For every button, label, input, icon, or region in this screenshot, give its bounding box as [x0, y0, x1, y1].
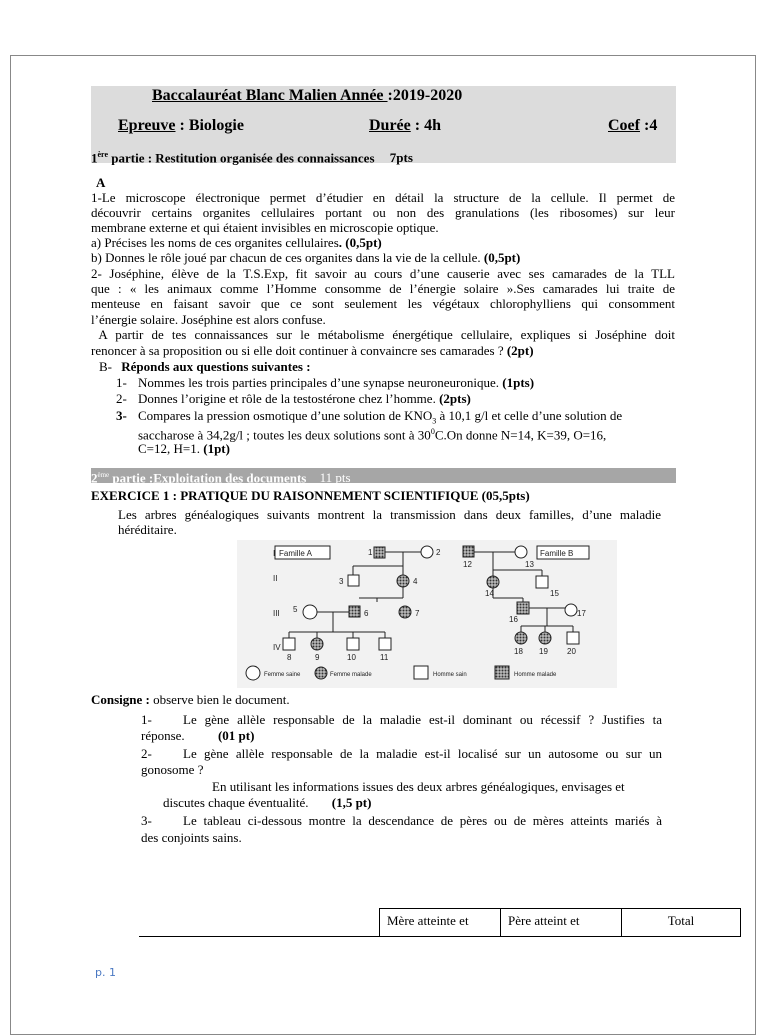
- num-b-20: 20: [567, 647, 576, 656]
- num-b-17: 17: [577, 609, 586, 618]
- exercise1-title: EXERCICE 1 : PRATIQUE DU RAISONNEMENT SCIENTIFIQUE (05,5pts): [91, 488, 530, 503]
- q2-line1: 2- Joséphine, élève de la T.S.Exp, fit savoir au cours d’une causerie avec ses camarades de la TLL: [91, 266, 675, 281]
- num-a-9: 9: [315, 653, 320, 662]
- consigne-q2-line4: discutes chaque éventualité. (1,5 pt): [163, 795, 372, 810]
- num-a-11: 11: [380, 653, 389, 662]
- num-a-4: 4: [413, 577, 418, 586]
- q1a: a) Précises les noms de ces organites cellulaires. (0,5pt): [91, 235, 382, 250]
- num-a-7: 7: [415, 609, 420, 618]
- q2-line6: renoncer à sa proposition ou si elle doit continuer à convaincre ses camarades ? (2pt): [91, 343, 534, 358]
- consigne-q2-line2: gonosome ?: [141, 762, 204, 777]
- ind-4: [397, 575, 409, 587]
- ind-3: [348, 575, 359, 586]
- consigne: Consigne : observe bien le document.: [91, 692, 290, 707]
- ind-1: [374, 547, 385, 558]
- duree: Durée : 4h: [369, 117, 441, 134]
- ind-6: [349, 606, 360, 617]
- gen-label-4: IV: [273, 643, 281, 652]
- exercise1-intro-line2: héréditaire.: [118, 522, 177, 537]
- consigne-q2-line3: En utilisant les informations issues des deux arbres généalogiques, envisages et: [212, 779, 625, 794]
- ind-12: [463, 546, 474, 557]
- descendance-table: [379, 908, 741, 937]
- legend-homme-sain-symbol: [414, 666, 428, 679]
- num-b-14: 14: [485, 589, 494, 598]
- q2-line5: A partir de tes connaissances sur le métabolisme énergétique cellulaire, expliques si Joséphine doit: [91, 327, 675, 342]
- ind-7: [399, 606, 411, 618]
- consigne-q3: 3- Le tableau ci-dessous montre la descendance de pères ou de mères atteints mariés à: [141, 813, 662, 828]
- table-header-row: [380, 909, 741, 937]
- num-a-10: 10: [347, 653, 356, 662]
- part1-heading: 1ère partie : Restitution organisée des connaissances 7pts: [91, 150, 413, 166]
- legend-homme-malade-symbol: [495, 666, 509, 679]
- q2-line4: l’énergie solaire. Joséphine est alors confuse.: [91, 312, 326, 327]
- ind-18: [515, 632, 527, 644]
- num-b-13: 13: [525, 560, 534, 569]
- ind-20: [567, 632, 579, 644]
- part-a-label: A: [96, 175, 106, 190]
- ind-15: [536, 576, 548, 588]
- legend-femme-malade: Femme malade: [330, 672, 372, 678]
- num-b-18: 18: [514, 647, 523, 656]
- num-a-8: 8: [287, 653, 292, 662]
- part-b-item-1: 1- Nommes les trois parties principales d’une synapse neuroneuronique. (1pts): [116, 375, 535, 390]
- pedigree-svg: [237, 540, 617, 688]
- num-b-12: 12: [463, 560, 472, 569]
- part-b-item-3-line3: C=12, H=1. (1pt): [138, 441, 230, 456]
- famille-a-label: Famille A: [279, 549, 312, 558]
- num-a-6: 6: [364, 609, 369, 618]
- part-b-item-3: 3- Compares la pression osmotique d’une solution de $KNO_3$ à 10,1 g/l et celle d’une solution de: [116, 408, 623, 426]
- part-b-item-2: 2- Donnes l’origine et rôle de la testostérone chez l’homme. (2pts): [116, 391, 471, 406]
- ind-19: [539, 632, 551, 644]
- legend-femme-malade-symbol: [315, 667, 327, 679]
- num-b-15: 15: [550, 589, 559, 598]
- q1-line1: 1-Le microscope électronique permet d’étudier en détail la structure de la cellule. Il permet de: [91, 190, 675, 205]
- consigne-q1-line2: réponse. (01 pt): [141, 728, 255, 743]
- part-b-heading: B- Réponds aux questions suivantes :: [99, 359, 311, 374]
- legend-femme-saine-symbol: [246, 666, 260, 680]
- q2-line2: que : « les animaux comme l’Homme consomme de l’énergie solaire ».Ses camarades lui traite de: [91, 281, 675, 296]
- gen-label-2: II: [273, 574, 278, 583]
- ind-14: [487, 576, 499, 588]
- num-a-5: 5: [293, 605, 298, 614]
- num-b-16: 16: [509, 615, 518, 624]
- table-header-mere: Mère atteinte et: [380, 909, 501, 937]
- legend-homme-malade: Homme malade: [514, 672, 557, 678]
- ind-13: [515, 546, 527, 558]
- ind-10: [347, 638, 359, 650]
- q1-line2: découvrir certains organites cellulaires portant ou non des granulations (les ribosomes) sur leur: [91, 205, 675, 220]
- exercise1-intro-line1: Les arbres généalogiques suivants montrent la transmission dans deux familles, d’une maladie: [118, 507, 661, 522]
- coef: Coef :4: [608, 117, 658, 134]
- gen-label-1: I: [273, 549, 276, 558]
- pedigree-figure: [237, 540, 617, 688]
- q1-line3: membrane externe et qui étaient invisibles en microscopie optique.: [91, 220, 439, 235]
- ind-16: [517, 602, 529, 614]
- legend-femme-saine: Femme saine: [264, 672, 301, 678]
- q1b: b) Donnes le rôle joué par chacun de ces organites dans la vie de la cellule. (0,5pt): [91, 250, 521, 265]
- consigne-q2: 2- Le gène allèle responsable de la maladie est-il localisé sur un autosome ou sur un: [141, 746, 662, 761]
- table-header-total: Total: [622, 909, 741, 937]
- ind-2: [421, 546, 433, 558]
- legend-homme-sain: Homme sain: [433, 672, 467, 678]
- ind-8: [283, 638, 295, 650]
- num-a-2: 2: [436, 548, 441, 557]
- ind-5: [303, 605, 317, 619]
- num-a-3: 3: [339, 577, 344, 586]
- gen-label-3: III: [273, 609, 280, 618]
- q2-line3: menteuse en faisant savoir que ce sont seulement les végétaux chlorophylliens qui consomment: [91, 296, 675, 311]
- part2-heading: 2ème partie :Exploitation des documents 11 pts: [91, 468, 676, 483]
- consigne-q3-line2: des conjoints sains.: [141, 830, 242, 845]
- num-b-19: 19: [539, 647, 548, 656]
- ind-17: [565, 604, 577, 616]
- part-b-item-3-line2: saccharose à 34,2g/l ; toutes les deux solutions sont à $30^0C.On$ donne N=14, K=39, O=16,: [138, 427, 607, 443]
- consigne-q1: 1- Le gène allèle responsable de la maladie est-il dominant ou récessif ? Justifies ta: [141, 712, 662, 727]
- num-a-1: 1: [368, 548, 373, 557]
- famille-b-label: Famille B: [540, 549, 574, 558]
- epreuve: Epreuve : Biologie: [118, 117, 244, 134]
- page-number: p. 1: [95, 966, 116, 979]
- ind-11: [379, 638, 391, 650]
- table-header-pere: Père atteint et: [501, 909, 622, 937]
- ind-9: [311, 638, 323, 650]
- exam-title: Baccalauréat Blanc Malien Année :2019-2020: [152, 87, 463, 104]
